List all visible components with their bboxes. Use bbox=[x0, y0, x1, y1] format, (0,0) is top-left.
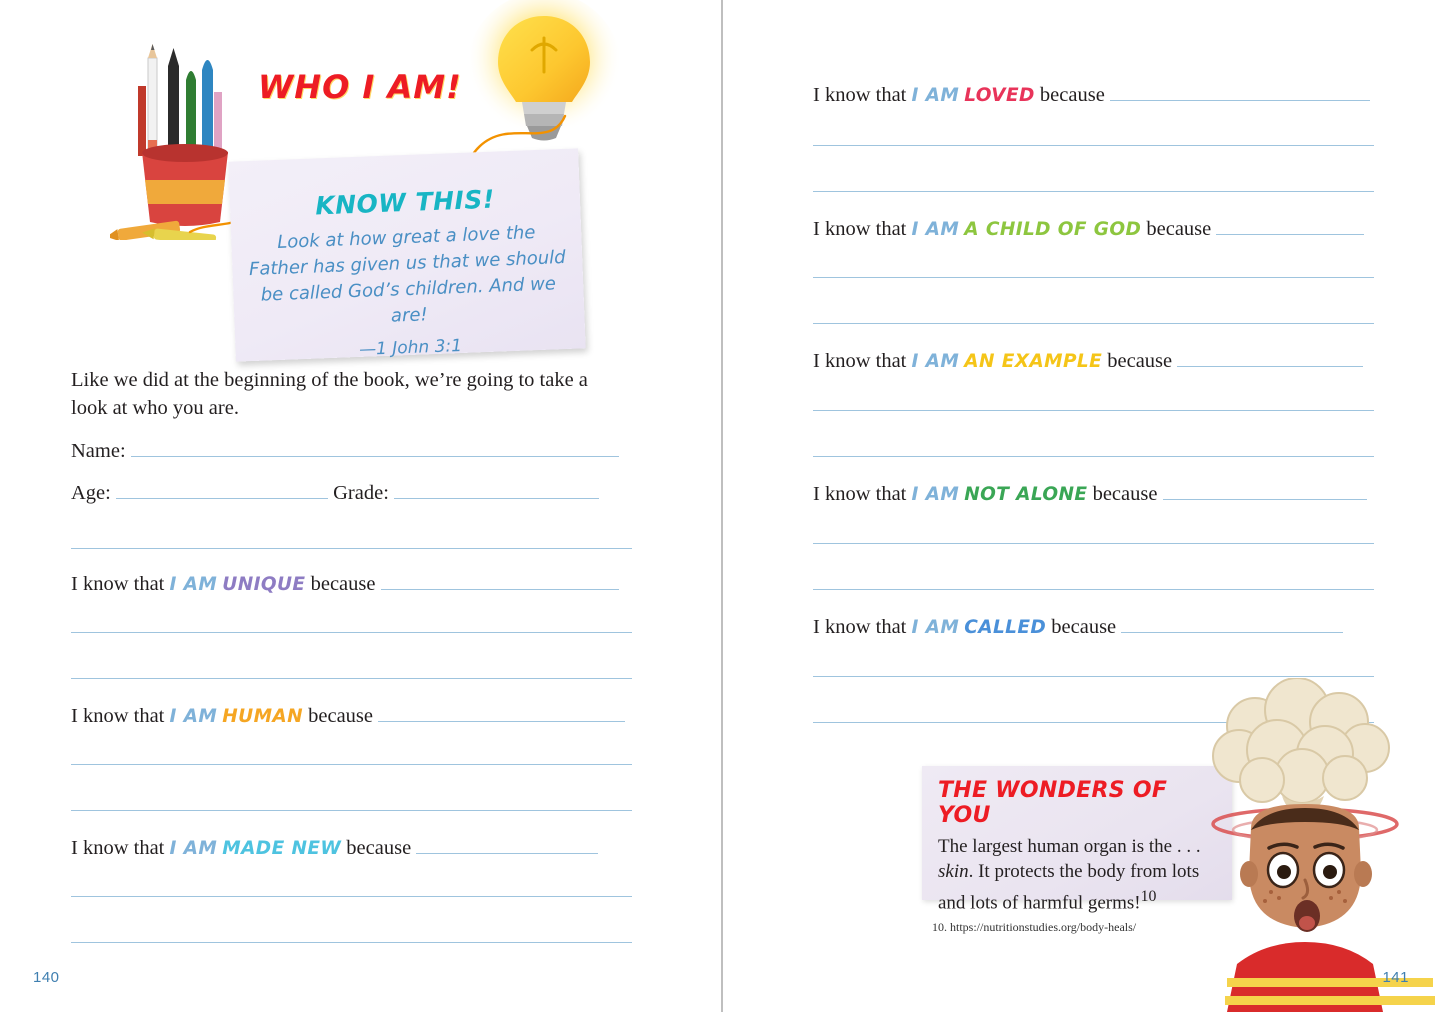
grade-label: Grade: bbox=[333, 482, 389, 504]
statement-lead: I know that bbox=[71, 705, 165, 727]
know-this-heading: KNOW THIS! bbox=[314, 184, 496, 221]
writing-line[interactable] bbox=[71, 942, 632, 943]
intro-paragraph: Like we did at the beginning of the book, we’re going to take a look at who you are. bbox=[71, 369, 588, 419]
wonders-body-part1: The largest human organ is the . . . bbox=[938, 836, 1201, 857]
statement-because: because bbox=[308, 705, 373, 727]
writing-line[interactable] bbox=[813, 191, 1374, 192]
statement-lead: I know that bbox=[813, 350, 907, 372]
iam-value: NOT ALONE bbox=[964, 484, 1088, 505]
writing-line[interactable] bbox=[813, 323, 1374, 324]
iam-text: I AM bbox=[911, 617, 960, 638]
statement-lead: I know that bbox=[813, 616, 907, 638]
wonders-body-italic: skin bbox=[938, 861, 969, 882]
statement-child-of-god bbox=[813, 218, 1364, 241]
answer-input[interactable] bbox=[1163, 499, 1367, 500]
iam-value: LOVED bbox=[964, 85, 1035, 106]
writing-line[interactable] bbox=[813, 543, 1374, 544]
wonders-heading: THE WONDERS OF YOU bbox=[938, 778, 1168, 828]
answer-input[interactable] bbox=[378, 721, 625, 722]
statement-loved bbox=[813, 84, 1370, 107]
left-page bbox=[0, 0, 722, 1012]
name-input[interactable] bbox=[131, 456, 619, 457]
answer-input[interactable] bbox=[1177, 366, 1363, 367]
right-page bbox=[722, 0, 1445, 1012]
writing-line[interactable] bbox=[71, 896, 632, 897]
writing-line[interactable] bbox=[813, 277, 1374, 278]
statement-called bbox=[813, 616, 1343, 639]
iam-text: I AM bbox=[911, 484, 960, 505]
statement-because: because bbox=[346, 837, 412, 859]
statement-lead: I know that bbox=[813, 483, 907, 505]
statement-because: because bbox=[1051, 616, 1117, 638]
writing-line[interactable] bbox=[813, 589, 1374, 590]
know-this-box bbox=[228, 148, 585, 361]
age-input[interactable] bbox=[116, 498, 328, 499]
statement-unique bbox=[71, 573, 619, 596]
statement-human bbox=[71, 705, 625, 728]
statement-because: because bbox=[1107, 350, 1173, 372]
iam-text: I AM bbox=[169, 574, 218, 595]
writing-line[interactable] bbox=[71, 810, 632, 811]
footnote: 10. https://nutritionstudies.org/body-heals/ bbox=[932, 920, 1137, 934]
answer-input[interactable] bbox=[1110, 100, 1370, 101]
iam-value: HUMAN bbox=[222, 706, 303, 727]
answer-input[interactable] bbox=[1216, 234, 1364, 235]
iam-value: CALLED bbox=[964, 617, 1047, 638]
writing-line[interactable] bbox=[813, 676, 1374, 677]
statement-because: because bbox=[1039, 84, 1105, 106]
statement-because: because bbox=[1146, 218, 1212, 240]
writing-line[interactable] bbox=[813, 456, 1374, 457]
wonders-body-part2: . It protects the body from lots and lots of harmful germs! bbox=[938, 861, 1200, 914]
statement-lead: I know that bbox=[813, 218, 907, 240]
iam-text: I AM bbox=[169, 838, 218, 859]
statement-lead: I know that bbox=[813, 84, 907, 106]
statement-example bbox=[813, 350, 1363, 373]
statement-because: because bbox=[1092, 483, 1158, 505]
iam-text: I AM bbox=[911, 351, 960, 372]
statement-lead: I know that bbox=[71, 573, 165, 595]
iam-text: I AM bbox=[911, 85, 960, 106]
writing-line[interactable] bbox=[71, 548, 632, 549]
statement-made-new bbox=[71, 837, 598, 860]
writing-line[interactable] bbox=[71, 632, 632, 633]
kid-with-brain-illustration bbox=[1177, 678, 1445, 1012]
iam-text: I AM bbox=[911, 219, 960, 240]
writing-line[interactable] bbox=[71, 764, 632, 765]
answer-input[interactable] bbox=[1121, 632, 1343, 633]
iam-value: A CHILD OF GOD bbox=[964, 219, 1142, 240]
writing-line[interactable] bbox=[71, 678, 632, 679]
grade-input[interactable] bbox=[394, 498, 599, 499]
answer-input[interactable] bbox=[416, 853, 598, 854]
answer-input[interactable] bbox=[381, 589, 619, 590]
name-field-row bbox=[71, 440, 619, 463]
statement-lead: I know that bbox=[71, 837, 165, 859]
age-label: Age: bbox=[71, 482, 111, 504]
statement-not-alone bbox=[813, 483, 1367, 506]
age-grade-row bbox=[71, 482, 599, 505]
page-number-left: 140 bbox=[33, 969, 60, 986]
wonders-body bbox=[938, 834, 1216, 915]
know-this-body: Look at how great a love the Father has given us that we should be called God’s children. And we are! bbox=[248, 222, 567, 327]
name-label: Name: bbox=[71, 440, 126, 462]
iam-value: AN EXAMPLE bbox=[964, 351, 1103, 372]
iam-text: I AM bbox=[169, 706, 218, 727]
writing-line[interactable] bbox=[813, 410, 1374, 411]
writing-line[interactable] bbox=[813, 145, 1374, 146]
statement-because: because bbox=[310, 573, 376, 595]
iam-value: MADE NEW bbox=[222, 838, 342, 859]
page-title: WHO I AM! bbox=[258, 68, 462, 106]
iam-value: UNIQUE bbox=[222, 574, 306, 595]
page-number-right: 141 bbox=[1382, 969, 1409, 986]
know-this-reference: —1 John 3:1 bbox=[358, 335, 463, 360]
wonders-superscript: 10 bbox=[1140, 888, 1157, 905]
